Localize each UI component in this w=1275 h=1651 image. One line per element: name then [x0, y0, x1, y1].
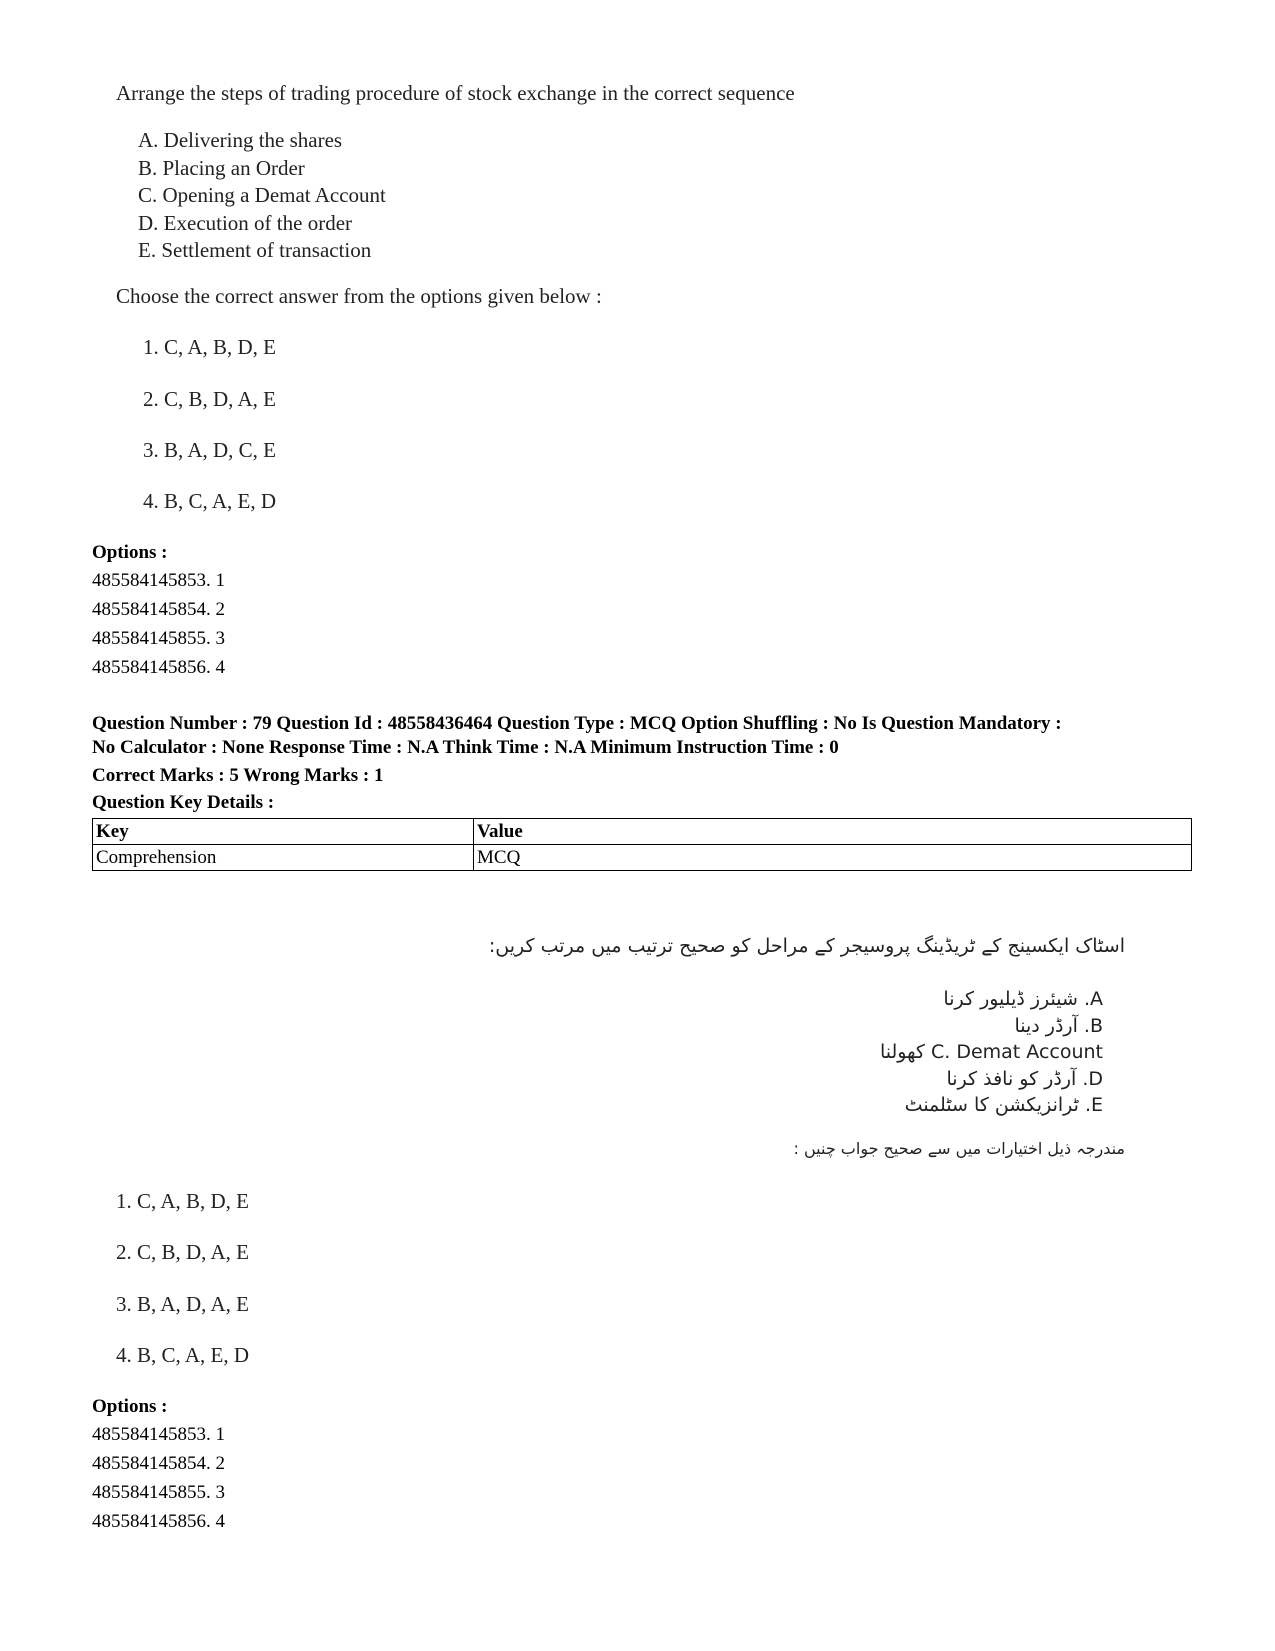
- urdu-step-item: B. آرڈر دینا: [1014, 1014, 1103, 1037]
- option-item: 485584145853. 1: [92, 1424, 225, 1445]
- table-row: [93, 845, 1192, 871]
- options-label: Options :: [92, 1396, 168, 1417]
- table-header: Value: [474, 819, 1192, 845]
- options-label: Options :: [92, 542, 168, 563]
- option-item: 485584145854. 2: [92, 599, 225, 620]
- urdu-instruction-text: مندرجہ ذیل اختیارات میں سے صحیح جواب چنیں :: [793, 1139, 1125, 1158]
- steps-list: [138, 127, 386, 265]
- option-item: 485584145855. 3: [92, 628, 225, 649]
- question-meta-line: No Calculator : None Response Time : N.A Think Time : N.A Minimum Instruction Time : 0: [92, 737, 839, 758]
- answer-choice: 3. B, A, D, C, E: [143, 438, 277, 462]
- urdu-step-item: C. Demat Account کھولنا: [879, 1041, 1103, 1063]
- key-details-label: Question Key Details :: [92, 792, 275, 813]
- table-cell: Comprehension: [93, 845, 474, 871]
- urdu-steps-list: [683, 986, 1103, 1119]
- answer-choice: 1. C, A, B, D, E: [143, 335, 277, 359]
- options-list: [92, 566, 225, 682]
- urdu-step-item: D. آرڈر کو نافذ کرنا: [946, 1067, 1103, 1090]
- step-item: B. Placing an Order: [138, 155, 305, 180]
- key-value-table: [92, 818, 1192, 871]
- urdu-step-item: A. شیئرز ڈیلیور کرنا: [943, 988, 1103, 1010]
- option-item: 485584145856. 4: [92, 657, 225, 678]
- answer-choice: 4. B, C, A, E, D: [143, 489, 277, 513]
- options-list: [92, 1420, 225, 1536]
- question-meta-line: Question Number : 79 Question Id : 48558436464 Question Type : MCQ Option Shuffling : No Is Question Mandatory :: [92, 713, 1062, 734]
- table-cell: MCQ: [474, 845, 1192, 871]
- step-item: C. Opening a Demat Account: [138, 183, 386, 207]
- answer-choice: 2. C, B, D, A, E: [143, 387, 277, 411]
- question-text: Arrange the steps of trading procedure of stock exchange in the correct sequence: [116, 81, 795, 105]
- step-item: E. Settlement of transaction: [138, 238, 372, 262]
- table-header-row: [93, 819, 1192, 845]
- option-item: 485584145855. 3: [92, 1482, 225, 1503]
- answer-choice: 1. C, A, B, D, E: [116, 1189, 250, 1213]
- instruction-text: Choose the correct answer from the options given below :: [116, 284, 602, 308]
- option-item: 485584145853. 1: [92, 570, 225, 591]
- step-item: D. Execution of the order: [138, 210, 353, 235]
- answer-choice: 4. B, C, A, E, D: [116, 1343, 250, 1367]
- urdu-step-item: E. ٹرانزیکشن کا سٹلمنٹ: [904, 1094, 1103, 1116]
- answer-choice: 3. B, A, D, A, E: [116, 1292, 250, 1316]
- marks-line: Correct Marks : 5 Wrong Marks : 1: [92, 765, 384, 786]
- answer-choice: 2. C, B, D, A, E: [116, 1240, 250, 1264]
- urdu-question-text: اسٹاک ایکسینج کے ٹریڈینگ پروسیجر کے مراحل کو صحیح ترتیب میں مرتب کریں:: [488, 935, 1125, 957]
- step-item: A. Delivering the shares: [138, 128, 343, 152]
- option-item: 485584145854. 2: [92, 1453, 225, 1474]
- table-header: Key: [93, 819, 474, 845]
- option-item: 485584145856. 4: [92, 1511, 225, 1532]
